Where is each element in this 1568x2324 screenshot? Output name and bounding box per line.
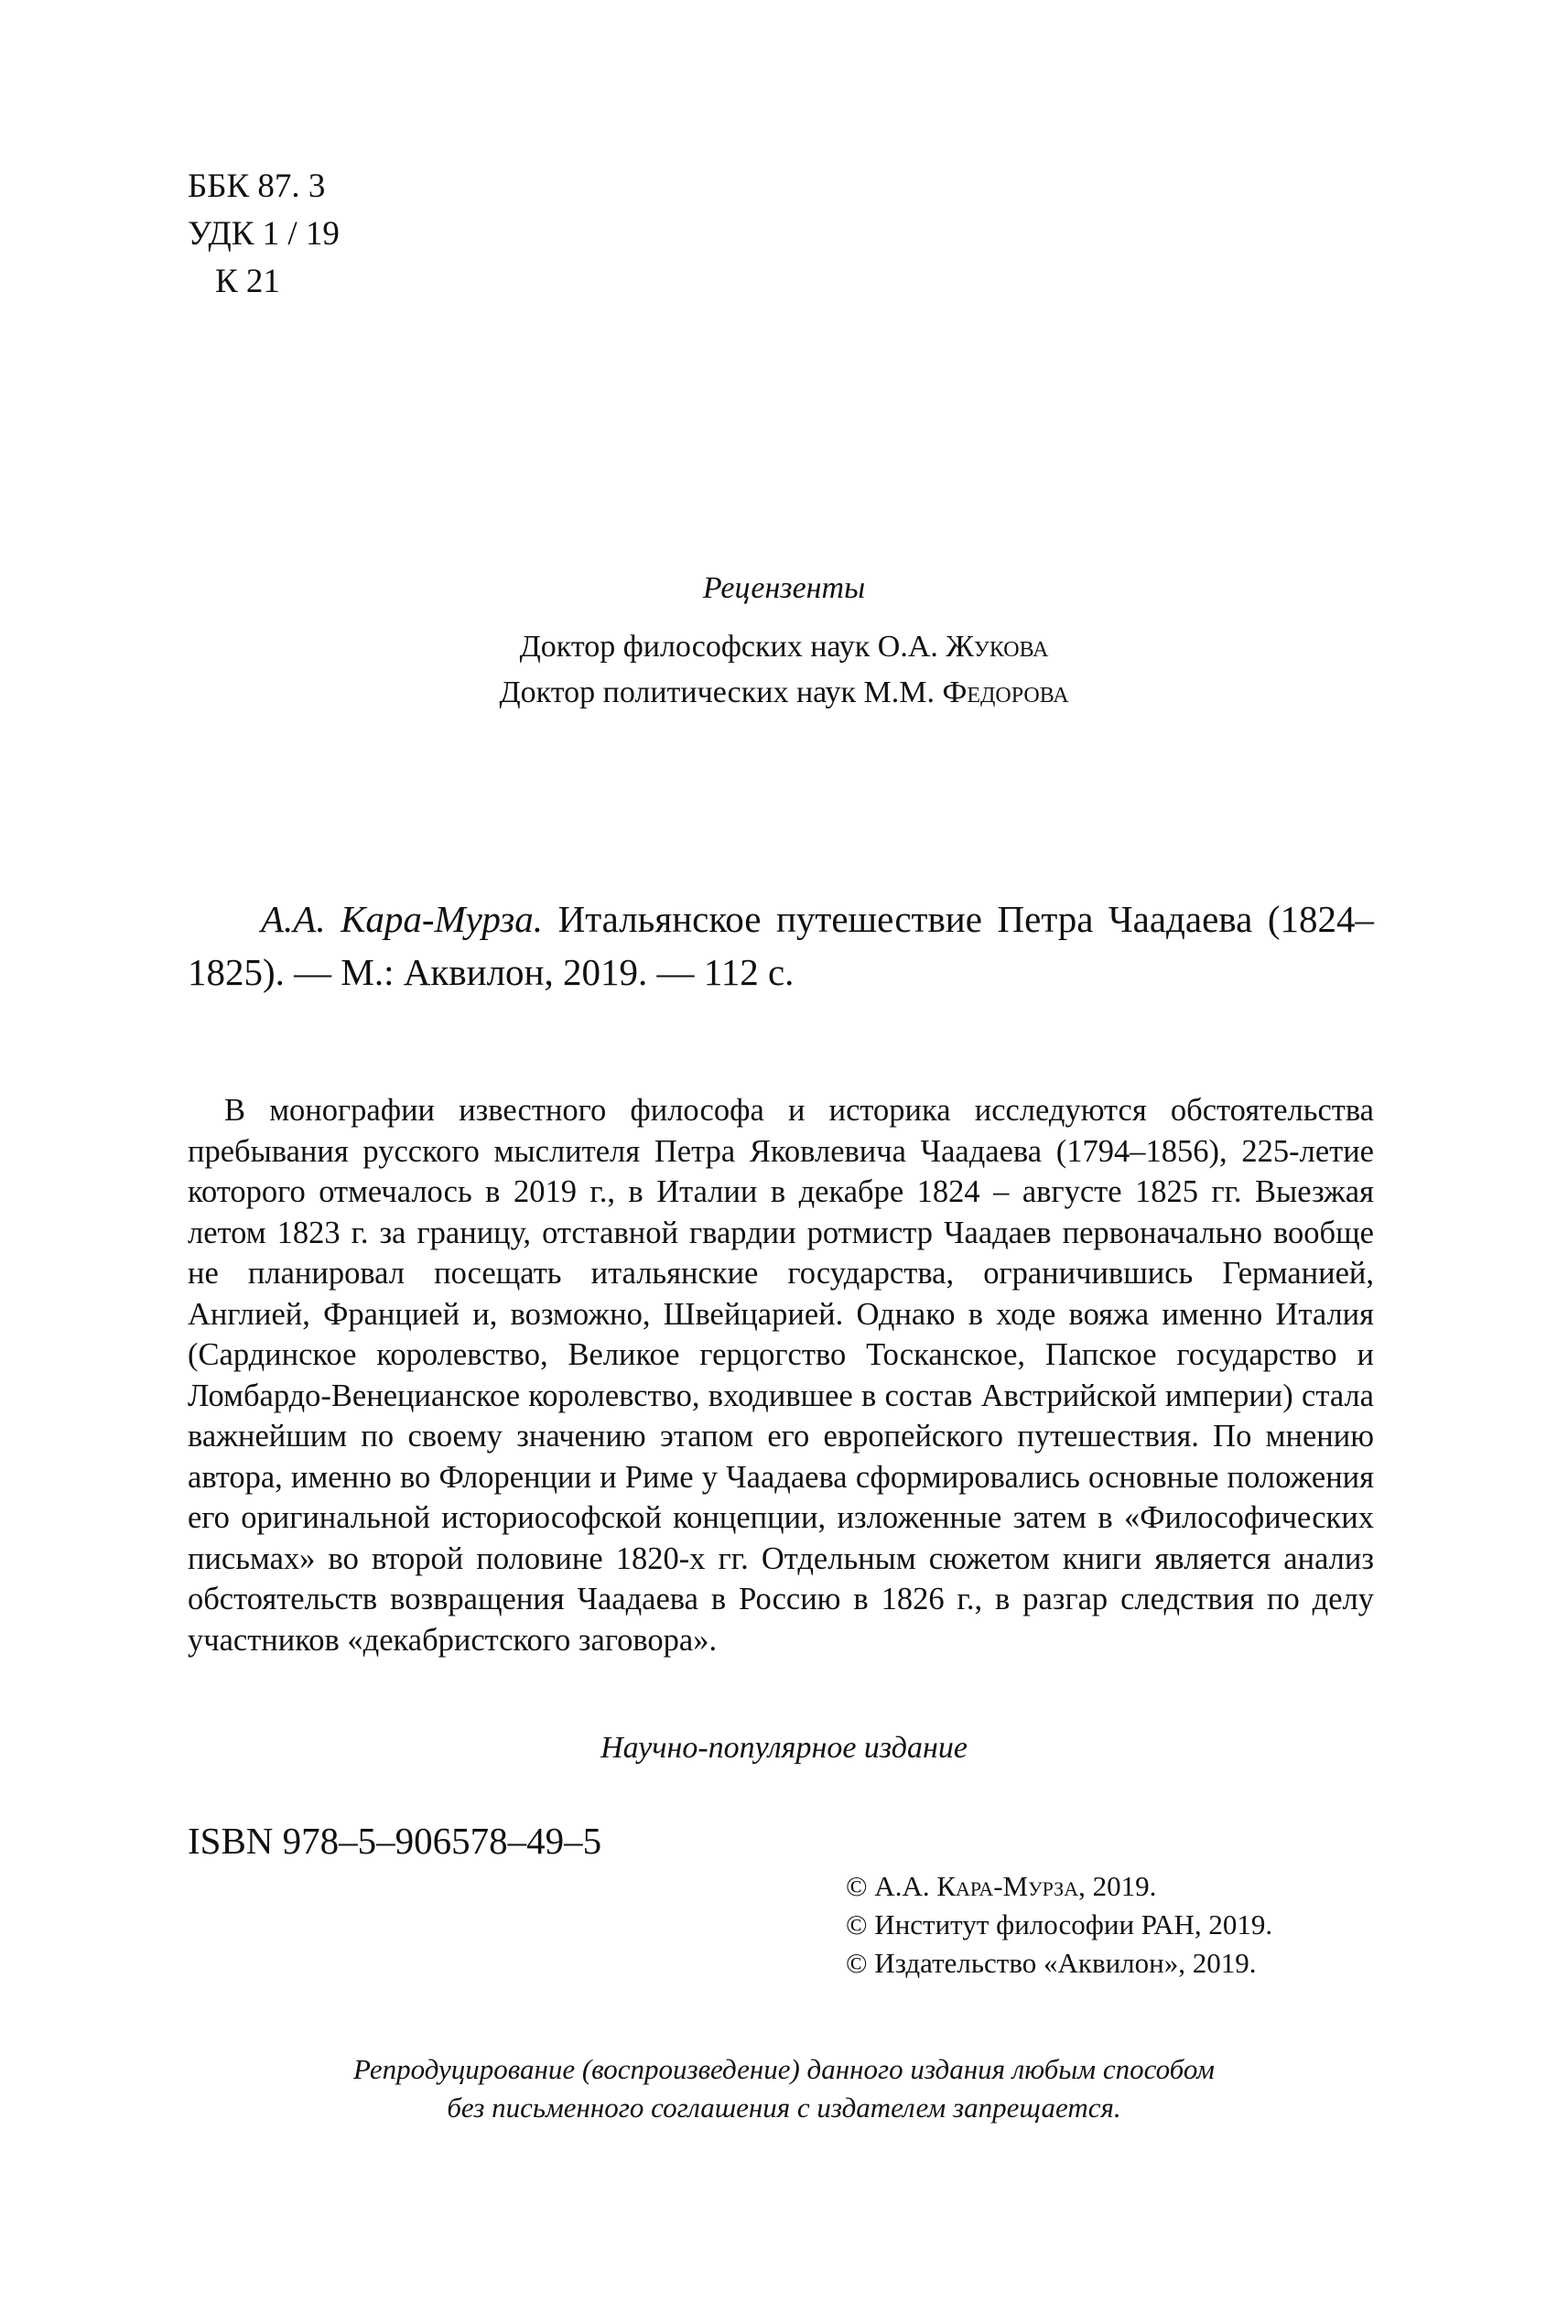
isbn: ISBN 978–5–906578–49–5 [188,1820,602,1862]
reviewer-degree: Доктор философских наук О.А. [519,630,938,664]
reviewer-name: Федорова [942,676,1069,709]
book-author: А.А. Кара-Мурза. [261,898,544,940]
udk-code: УДК 1 / 19 [188,215,340,253]
classification-codes [188,163,340,306]
notice-line-1: Репродуцирование (воспроизведение) данного издания любым способом [353,2053,1215,2085]
reviewers-heading: Рецензенты [702,571,866,605]
copyright-block [846,1867,1272,1983]
reviewer-1 [0,624,1568,670]
reproduction-notice [0,2050,1568,2127]
copyright-line: © А.А. Кара-Мурза, 2019. [846,1870,1157,1902]
reviewer-degree: Доктор политических наук М.М. [499,676,935,709]
book-description: Итальянское путешествие Петра Чаадаева (1824–1825). — М.: Аквилон, 2019. — 112 с. [188,898,1375,993]
reviewer-name: Жукова [946,630,1049,664]
copyright-line: © Институт философии РАН, 2019. [846,1908,1273,1940]
bbk-code: ББК 87. 3 [188,168,326,205]
reviewer-2 [0,670,1568,716]
bibliographic-record [188,892,1374,999]
reviewers-block [0,566,1568,716]
copyright-line: © Издательство «Аквилон», 2019. [846,1947,1257,1979]
edition-type: Научно-популярное издание [600,1731,968,1765]
author-mark: К 21 [215,263,280,300]
annotation-text: В монографии известного философа и историка исследуются обстоятельства пребывания русского мыслителя Петра Яковлевича Чаадаева (1794–1856), 225-летие которого отмечалось в 2019 г., в Италии в декабре 1824 – августе 1825 гг. Выезжая летом 1823 г. за границу, отставной гвардии ротмистр Чаадаев первоначально вообще не планировал посещать итальянские государства, ограничившись Германией, Англией, Францией и, возможно, Швейцарией. Однако в ходе вояжа именно Италия (Сардинское королевство, Великое герцогство Тосканское, Папское государство и Ломбардо-Венецианское королевство, входившее в состав Австрийской империи) стала важнейшим по своему значению этапом его европейского путешествия. По мнению автора, именно во Флоренции и Риме у Чаадаева сформировались основные положения его оригинальной историософской концепции, изложенные затем в «Философических письмах» во второй половине 1820-х гг. Отдельным сюжетом книги является анализ обстоятельств возвращения Чаадаева в Россию в 1826 г., в разгар следствия по делу участников «декабристского заговора». [188,1093,1374,1658]
notice-line-2: без письменного соглашения с издателем запрещается. [447,2092,1121,2124]
